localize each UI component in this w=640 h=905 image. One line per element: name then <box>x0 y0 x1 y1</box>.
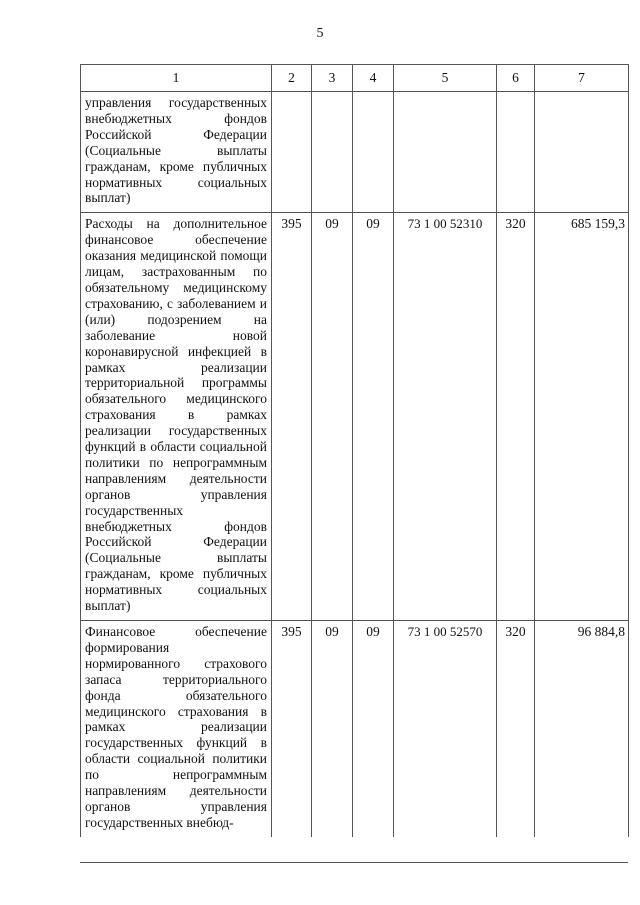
row-target-article: 73 1 00 52570 <box>394 621 497 837</box>
header-row <box>81 65 629 92</box>
column-header-4: 4 <box>353 65 394 92</box>
row-section: 09 <box>312 621 353 837</box>
row-code: 395 <box>272 621 312 837</box>
column-header-6: 6 <box>497 65 535 92</box>
row-description: Расходы на дополнительное финансовое обеспечение оказания медицинской помощи лицам, застрахованным по обязательному медицинскому страхованию, с заболеванием и (или) подозрением на заболевание новой коронавирусной инфекцией в рамках реализации территориальной программы обязательного медицинского страхования в рамках реализации государственных функций в области социальной политики по непрограммным направлениям деятельности органов управления государственных внебюджетных фондов Российской Федерации (Социальные выплаты гражданам, кроме публичных нормативных социальных выплат) <box>81 213 272 621</box>
row-amount: 685 159,3 <box>535 213 629 621</box>
row-section: 09 <box>312 213 353 621</box>
row-description: управления государственных внебюджетных фондов Российской Федерации (Социальные выплаты гражданам, кроме публичных нормативных социальных выплат) <box>81 92 272 213</box>
column-header-7: 7 <box>535 65 629 92</box>
row-code: 395 <box>272 213 312 621</box>
page-bottom-rule <box>80 862 628 863</box>
column-header-3: 3 <box>312 65 353 92</box>
row-target-article: 73 1 00 52310 <box>394 213 497 621</box>
row-subsection <box>353 92 394 213</box>
column-header-2: 2 <box>272 65 312 92</box>
column-header-5: 5 <box>394 65 497 92</box>
table-row <box>81 92 629 213</box>
column-header-1: 1 <box>81 65 272 92</box>
row-subsection: 09 <box>353 213 394 621</box>
row-subsection: 09 <box>353 621 394 837</box>
row-expense-type <box>497 92 535 213</box>
row-amount <box>535 92 629 213</box>
page-number: 5 <box>316 26 324 41</box>
table-row <box>81 621 629 837</box>
row-description: Финансовое обеспечение формирования нормированного страхового запаса территориального фонда обязательного медицинского страхования в рамках реализации государственных функций в области социальной политики по непрограммным направлениям деятельности органов управления государственных внебюд- <box>81 621 272 837</box>
row-expense-type: 320 <box>497 213 535 621</box>
row-section <box>312 92 353 213</box>
row-code <box>272 92 312 213</box>
budget-table <box>80 64 629 837</box>
table-row <box>81 213 629 621</box>
row-amount: 96 884,8 <box>535 621 629 837</box>
row-expense-type: 320 <box>497 621 535 837</box>
row-target-article <box>394 92 497 213</box>
